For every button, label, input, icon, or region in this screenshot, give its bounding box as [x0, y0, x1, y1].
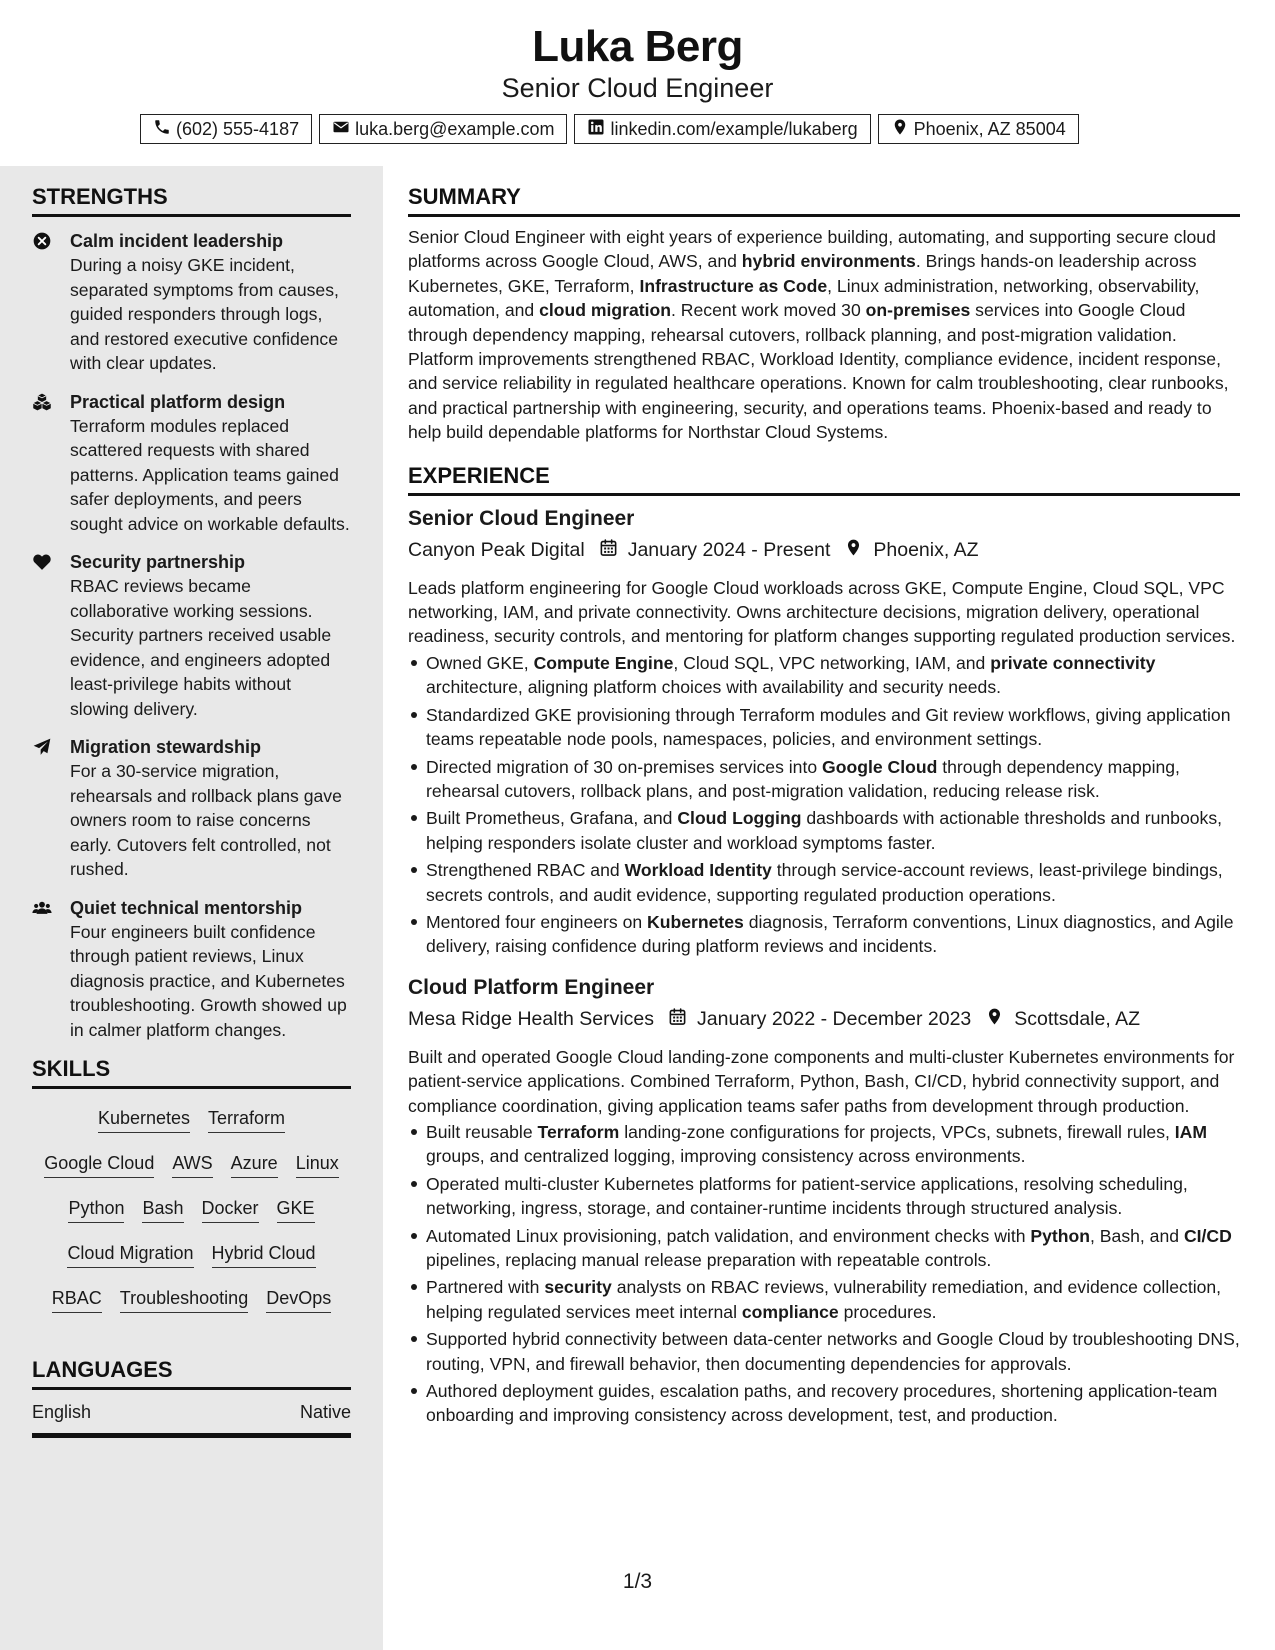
text-run: Owned GKE,: [426, 652, 534, 673]
sidebar: [0, 166, 383, 1650]
skills-heading: SKILLS: [32, 1056, 351, 1089]
job-title: Cloud Platform Engineer: [408, 975, 655, 999]
skills-row: [32, 1197, 351, 1223]
text-run: services into Google Cloud through dependency mapping, rehearsal cutovers, rollback planning, and post-migration validation. Platform improvements strengthened RBAC, Workload Identity, compliance evidence, incident response, and service reliability in regulated healthcare operations. Known for calm troubleshooting, clear runbooks, and practical partnership with engineering, security, and operations teams. Phoenix-based and ready to help build dependable platforms for Northstar Cloud Systems.: [408, 300, 1229, 443]
strength-desc: During a noisy GKE incident, separated symptoms from causes, guided responders through logs, and restored executive confidence with clear updates.: [70, 255, 339, 373]
phone-icon: [153, 118, 171, 141]
strengths-heading: STRENGTHS: [32, 184, 351, 217]
job-bullet: [408, 703, 1240, 752]
language-row: [32, 1402, 351, 1438]
skills-list: [32, 1105, 351, 1313]
job-bullet: [408, 1379, 1240, 1428]
bold-keyword: hybrid environments: [741, 251, 916, 272]
strength-title: Security partnership: [70, 552, 246, 572]
text-run: Senior Cloud Engineer with eight years of experience building, automating, and supporting secure cloud platforms across Google Cloud, AWS, and: [408, 227, 1216, 272]
crosshair-icon: [32, 229, 70, 376]
strength-desc: RBAC reviews became collaborative working sessions. Security partners received usable evidence, and engineers adopted least-privilege habits without slowing delivery.: [70, 576, 332, 719]
job-bullet: [408, 1120, 1240, 1169]
strength-item: [32, 390, 351, 537]
skill-chip: GKE: [277, 1197, 315, 1223]
job-description: Built and operated Google Cloud landing-zone components and multi-cluster Kubernetes environments for patient-service applications. Combined Terraform, Python, Bash, CI/CD, hybrid connectivity support, and compliance coordination, giving application teams safer paths from development through production.: [408, 1046, 1235, 1116]
calendar-icon: [654, 1007, 697, 1032]
bold-keyword: private connectivity: [990, 652, 1156, 673]
job-title: Senior Cloud Engineer: [408, 506, 635, 530]
language-name: English: [32, 1402, 92, 1422]
bold-keyword: compliance: [741, 1301, 839, 1322]
text-run: . Recent work moved 30: [671, 300, 866, 321]
strength-title: Migration stewardship: [70, 737, 262, 757]
main-column: [408, 166, 1240, 1431]
text-run: dashboards with actionable thresholds and runbooks, helping responders isolate cluster and workload symptoms faster.: [426, 808, 1223, 853]
strength-desc: For a 30-service migration, rehearsals and rollback plans gave owners room to raise concerns early. Cutovers felt controlled, not rushed.: [70, 761, 342, 879]
skills-row: [32, 1242, 351, 1268]
text-run: Automated Linux provisioning, patch validation, and environment checks with: [426, 1225, 1031, 1246]
candidate-role: Senior Cloud Engineer: [501, 73, 774, 103]
cubes-icon: [32, 390, 70, 537]
skill-chip: Troubleshooting: [120, 1287, 248, 1313]
contact-phone[interactable]: [140, 114, 312, 144]
skills-row: [32, 1107, 351, 1133]
job-dates: January 2024 - Present: [627, 539, 831, 562]
contact-row: [140, 114, 1079, 144]
job-bullet: [408, 806, 1240, 855]
envelope-icon: [332, 118, 350, 141]
bold-keyword: Cloud Logging: [677, 808, 802, 829]
skill-chip: Linux: [296, 1152, 339, 1178]
skill-chip: Kubernetes: [98, 1107, 190, 1133]
skills-row: [32, 1287, 351, 1313]
contact-linkedin[interactable]: [574, 114, 870, 144]
skill-chip: DevOps: [266, 1287, 331, 1313]
users-icon: [32, 896, 70, 1043]
job-company: Canyon Peak Digital: [408, 539, 585, 562]
resume-header: [0, 0, 1275, 166]
email-text: luka.berg@example.com: [355, 118, 555, 139]
bold-keyword: Workload Identity: [624, 860, 772, 881]
bold-keyword: CI/CD: [1183, 1225, 1232, 1246]
phone-text: (602) 555-4187: [176, 118, 300, 139]
bold-keyword: security: [544, 1277, 612, 1298]
job-bullet: [408, 1172, 1240, 1221]
text-run: Partnered with: [426, 1277, 545, 1298]
strength-title: Practical platform design: [70, 391, 286, 412]
candidate-name: Luka Berg: [532, 22, 743, 71]
heart-icon: [32, 550, 70, 721]
text-run: Strengthened RBAC and: [426, 860, 625, 881]
skill-chip: Google Cloud: [44, 1152, 154, 1178]
text-run: Built reusable: [426, 1121, 538, 1142]
text-run: through service-account reviews, least-privilege bindings, secrets controls, and audit evidence, supporting regulated production operations.: [426, 860, 1223, 905]
bold-keyword: Terraform: [537, 1121, 620, 1142]
map-pin-icon: [971, 1007, 1014, 1032]
text-run: through dependency mapping, rehearsal cutovers, rollback plans, and post-migration validation, reducing release risk.: [426, 756, 1180, 801]
skill-chip: Bash: [142, 1197, 183, 1223]
language-level: Native: [299, 1402, 351, 1422]
skill-chip: RBAC: [52, 1287, 102, 1313]
languages-heading: LANGUAGES: [32, 1357, 351, 1390]
map-pin-icon: [891, 118, 909, 141]
text-run: Operated multi-cluster Kubernetes platforms for patient-service applications, resolving scheduling, networking, ingress, storage, and container-runtime incidents through structured analysis.: [426, 1173, 1188, 1219]
text-run: landing-zone configurations for projects, VPCs, subnets, firewall rules,: [619, 1121, 1175, 1142]
job-bullet: [408, 651, 1240, 700]
bold-keyword: Python: [1030, 1225, 1091, 1246]
location-text: Phoenix, AZ 85004: [913, 118, 1066, 139]
job-entry: [408, 504, 1240, 959]
job-bullet: [408, 1275, 1240, 1324]
job-description: Leads platform engineering for Google Cloud workloads across GKE, Compute Engine, Cloud SQL, VPC networking, IAM, and private connectivity. Owns architecture decisions, migration delivery, operational readiness, security controls, and mentoring for platform changes supporting regulated production services.: [408, 577, 1236, 647]
text-run: Built Prometheus, Grafana, and: [426, 808, 678, 829]
contact-location: [878, 114, 1079, 144]
summary-heading: SUMMARY: [408, 184, 1240, 217]
job-dates: January 2022 - December 2023: [697, 1008, 972, 1031]
strength-item: [32, 735, 351, 882]
text-run: . Brings hands-on leadership across Kubernetes, GKE, Terraform,: [408, 251, 1197, 296]
skill-chip: AWS: [172, 1152, 212, 1178]
text-run: diagnosis, Terraform conventions, Linux diagnostics, and Agile delivery, raising confidence during platform reviews and incidents.: [426, 911, 1234, 957]
calendar-icon: [585, 538, 628, 563]
strength-title: Calm incident leadership: [70, 231, 284, 251]
text-run: Supported hybrid connectivity between data-center networks and Google Cloud by troubleshooting DNS, routing, VPN, and firewall behavior, then documenting dependencies for approvals.: [426, 1329, 1240, 1374]
text-run: analysts on RBAC reviews, vulnerability remediation, and evidence collection, helping regulated services meet internal: [426, 1277, 1222, 1322]
text-run: Authored deployment guides, escalation paths, and recovery procedures, shortening application-team onboarding and improving consistency across development, test, and production.: [426, 1381, 1218, 1426]
linkedin-icon: [587, 118, 605, 141]
bold-keyword: IAM: [1174, 1121, 1208, 1142]
text-run: pipelines, replacing manual release preparation with repeatable controls.: [426, 1250, 992, 1270]
job-entry: [408, 973, 1240, 1428]
job-bullets: [408, 651, 1240, 959]
text-run: Directed migration of 30 on-premises services into: [426, 756, 823, 777]
text-run: architecture, aligning platform choices with availability and security needs.: [426, 677, 1002, 698]
bold-keyword: cloud migration: [539, 300, 672, 321]
job-location: Phoenix, AZ: [873, 539, 979, 562]
strength-item: [32, 229, 351, 376]
text-run: procedures.: [838, 1301, 937, 1322]
job-bullet: [408, 1224, 1240, 1273]
job-bullet: [408, 1327, 1240, 1376]
text-run: , Cloud SQL, VPC networking, IAM, and: [673, 652, 991, 673]
strength-desc: Terraform modules replaced scattered requests with shared patterns. Application teams gained safer deployments, and peers sought advice on workable defaults.: [70, 415, 350, 534]
text-run: Mentored four engineers on: [426, 911, 648, 932]
bold-keyword: on-premises: [865, 300, 971, 321]
text-run: groups, and centralized logging, improving consistency across environments.: [426, 1146, 1026, 1167]
paper-plane-icon: [32, 735, 70, 882]
skills-row: [32, 1152, 351, 1178]
job-bullet: [408, 755, 1240, 804]
strength-desc: Four engineers built confidence through patient reviews, Linux diagnosis practice, and Kubernetes troubleshooting. Growth showed up in calmer platform changes.: [70, 921, 347, 1040]
job-meta: [408, 536, 1240, 566]
strength-item: [32, 550, 351, 721]
skill-chip: Docker: [202, 1197, 259, 1223]
skill-chip: Hybrid Cloud: [212, 1242, 316, 1268]
skill-chip: Cloud Migration: [67, 1242, 193, 1268]
skill-chip: Python: [68, 1197, 124, 1223]
strength-item: [32, 896, 351, 1043]
job-bullets: [408, 1120, 1240, 1428]
bold-keyword: Google Cloud: [822, 756, 938, 777]
linkedin-text: linkedin.com/example/lukaberg: [610, 118, 858, 139]
summary-text: [408, 225, 1240, 445]
job-company: Mesa Ridge Health Services: [408, 1008, 655, 1031]
text-run: , Bash, and: [1090, 1225, 1184, 1246]
map-pin-icon: [830, 538, 873, 563]
job-location: Scottsdale, AZ: [1014, 1008, 1141, 1031]
job-bullet: [408, 910, 1240, 959]
skill-chip: Terraform: [208, 1107, 285, 1133]
bold-keyword: Kubernetes: [647, 911, 744, 932]
page-number: 1/3: [622, 1570, 653, 1593]
text-run: , Linux administration, networking, observability, automation, and: [408, 275, 1200, 321]
experience-heading: EXPERIENCE: [408, 463, 1240, 496]
skill-chip: Azure: [231, 1152, 278, 1178]
job-meta: [408, 1005, 1240, 1035]
contact-email[interactable]: [319, 114, 567, 144]
strength-title: Quiet technical mentorship: [70, 897, 303, 918]
bold-keyword: Compute Engine: [533, 652, 674, 673]
text-run: Standardized GKE provisioning through Terraform modules and Git review workflows, giving application teams repeatable node pools, namespaces, policies, and environment settings.: [426, 704, 1231, 750]
job-bullet: [408, 858, 1240, 907]
bold-keyword: Infrastructure as Code: [639, 275, 828, 296]
